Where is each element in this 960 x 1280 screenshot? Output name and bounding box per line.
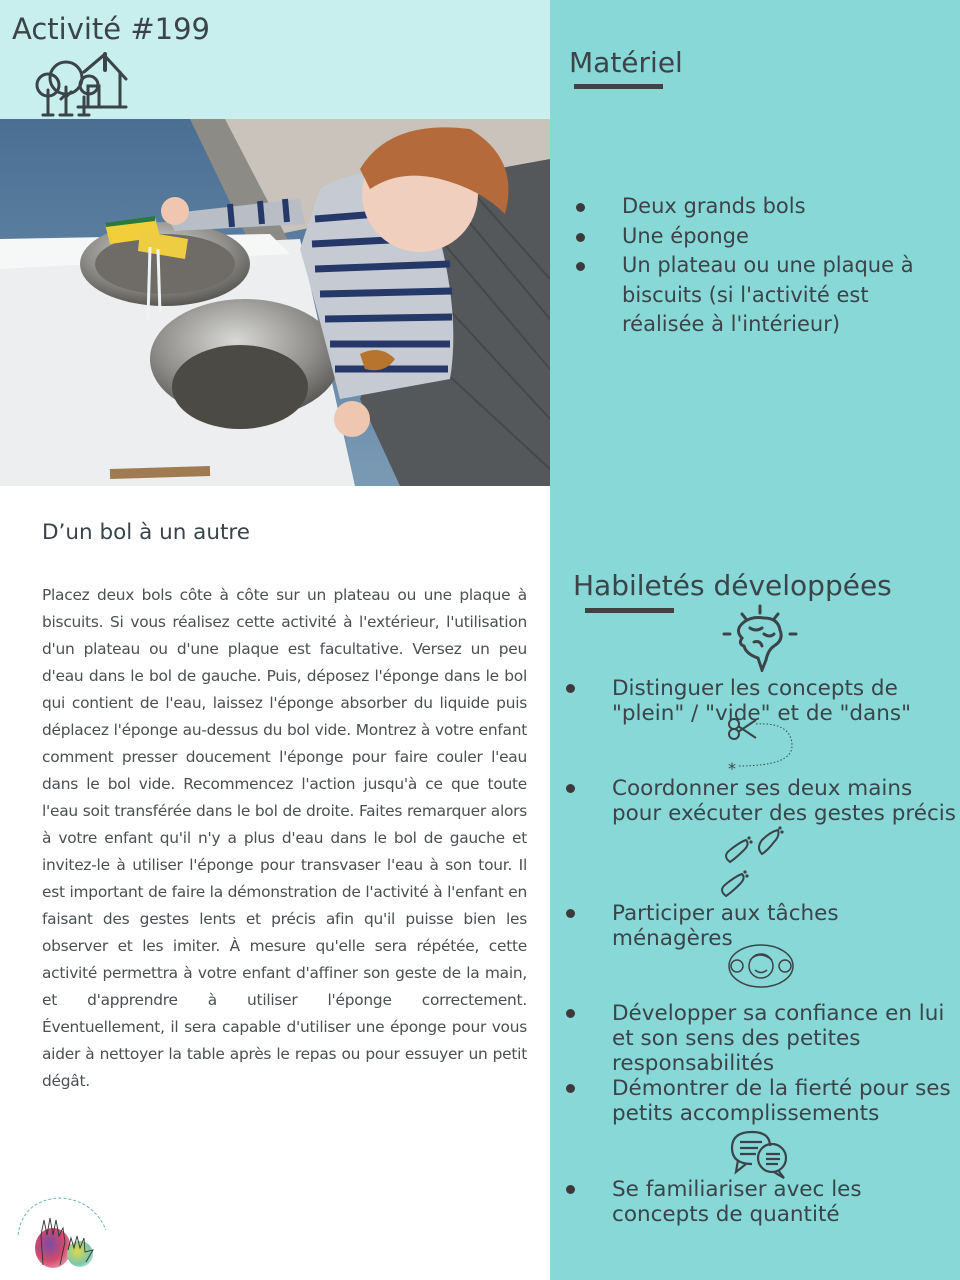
photo-illustration — [0, 119, 550, 486]
habiletes-heading: Habiletés développées — [573, 569, 892, 602]
materiel-underline — [574, 84, 663, 89]
page-title: Activité #199 — [12, 12, 211, 46]
bullet-icon — [566, 1185, 575, 1194]
materiel-item: Deux grands bols — [574, 192, 954, 222]
materiel-item: Un plateau ou une plaque à biscuits (si l'activité est réalisée à l'intérieur) — [574, 251, 954, 340]
scissors-cut-icon — [726, 716, 796, 776]
skill-item: Développer sa confiance en lui et son sens des petites responsabilités — [612, 1001, 957, 1076]
activity-subtitle: D’un bol à un autre — [42, 520, 251, 545]
bullet-icon — [566, 909, 575, 918]
bullet-icon — [566, 684, 575, 693]
hands-logo-icon — [8, 1190, 113, 1272]
materiel-heading: Matériel — [569, 46, 683, 79]
bullet-icon — [566, 1084, 575, 1093]
house-trees-icon — [34, 52, 128, 118]
bullet-icon — [576, 233, 585, 242]
chat-bubbles-icon — [728, 1128, 790, 1180]
skill-item: Démontrer de la fierté pour ses petits accomplissements — [612, 1076, 957, 1126]
skill-item: Coordonner ses deux mains pour exécuter des gestes précis — [612, 776, 957, 826]
family-faces-icon — [726, 942, 796, 990]
skill-item: Se familiariser avec les concepts de quantité — [612, 1177, 957, 1227]
svg-text:*: * — [728, 759, 736, 776]
skill-item: Participer aux tâches ménagères — [612, 901, 957, 951]
activity-photo — [0, 119, 550, 486]
activity-header — [0, 0, 550, 119]
materiel-item: Une éponge — [574, 222, 954, 252]
bullet-icon — [576, 262, 585, 271]
bullet-icon — [566, 1009, 575, 1018]
right-sidebar — [550, 0, 960, 1280]
brain-idea-icon — [720, 604, 800, 672]
habiletes-underline — [585, 608, 674, 613]
materiel-list — [574, 192, 954, 340]
footprints-icon — [716, 826, 796, 898]
bullet-icon — [566, 784, 575, 793]
skill-item: Distinguer les concepts de "plein" / "vide" et de "dans" — [612, 676, 957, 726]
activity-description: Placez deux bols côte à côte sur un plateau ou une plaque à biscuits. Si vous réalisez cette activité à l'extérieur, l'utilisation d'un plateau ou d'une plaque est facultative. Versez un peu d'eau dans le bol de gauche. Puis, déposez l'éponge dans le bol qui contient de l'eau, laissez l'éponge absorber du liquide puis déplacez l'éponge au-dessus du bol vide. Montrez à votre enfant comment presser doucement l'éponge pour faire couler l'eau dans le bol vide. Recommencez l'action jusqu'à ce que toute l'eau soit transférée dans le bol de droite. Faites remarquer alors à votre enfant qu'il n'y a plus d'eau dans le bol de gauche et invitez-le à utiliser l'éponge pour transvaser l'eau à son tour. Il est important de faire la démonstration de l'activité à l'enfant en faisant des gestes lents et précis afin qu'il puisse bien les observer et les imiter. À mesure qu'elle sera répétée, cette activité permettra à votre enfant d'affiner son geste de la main, et d'apprendre à utiliser l'éponge correctement. Éventuellement, il sera capable d'utiliser une éponge pour vous aider à nettoyer la table après le repas ou pour essuyer un petit dégât. — [42, 586, 527, 1090]
bullet-icon — [576, 203, 585, 212]
